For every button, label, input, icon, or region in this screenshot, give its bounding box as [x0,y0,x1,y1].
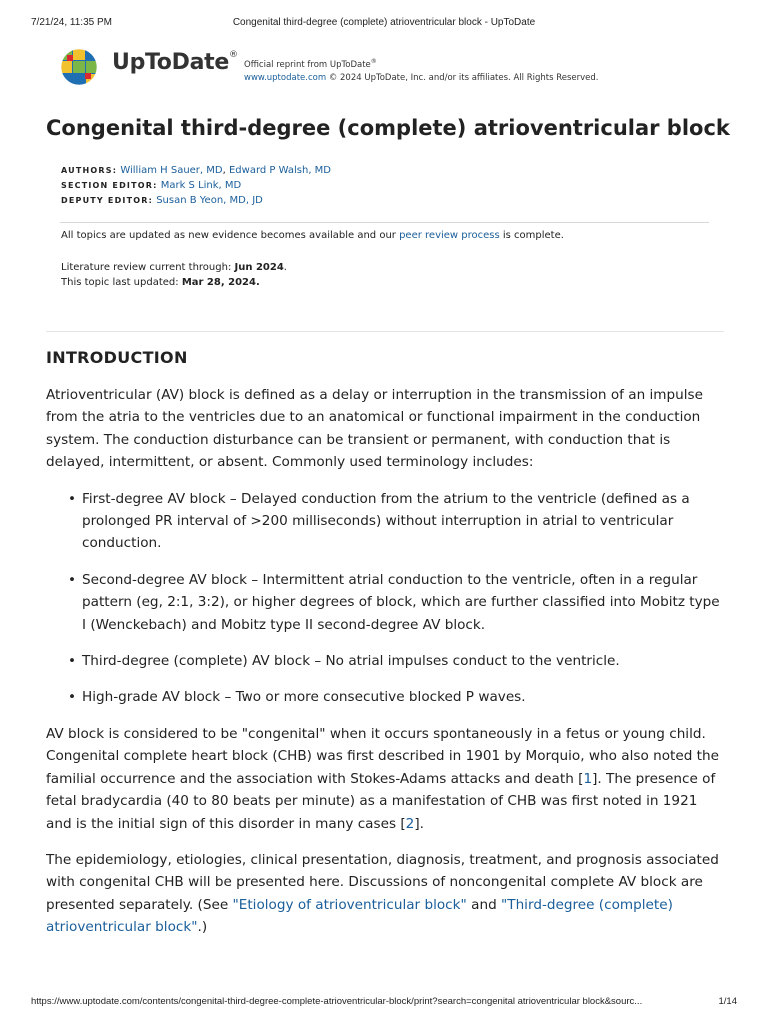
list-item: • First-degree AV block – Delayed conduction from the atrium to the ventricle (defined as a prolonged PR interval of >200 milliseconds) without interruption in atrial to ventricular conduction. [68,490,690,552]
intro-paragraph: Atrioventricular (AV) block is defined as a delay or interruption in the transmission of an impulse from the atria to the ventricles due to an anatomical or functional impairment in the conduction system. The conduction disturbance can be transient or permanent, with conduction that is delayed, intermittent, or absent. Commonly used terminology includes: [46,387,703,471]
deputy-editor-label: DEPUTY EDITOR: [61,196,153,205]
contributors-block: AUTHORS: William H Sauer, MD, Edward P Walsh, MD SECTION EDITOR: Mark S Link, MD DEPUTY EDITOR: Susan B Yeon, MD, JD [61,165,331,206]
page-number: 1/14 [718,996,737,1007]
update-notice: All topics are updated as new evidence becomes available and our peer review process is complete. [61,230,564,241]
authors-label: AUTHORS: [61,166,118,175]
review-dates: Literature review current through: Jun 2024. This topic last updated: Mar 28, 2024. [61,262,287,288]
section-heading-introduction: INTRODUCTION [46,348,188,367]
topic-link-etiology[interactable]: "Etiology of atrioventricular block" [232,896,467,913]
reprint-notice: Official reprint from UpToDate® www.uptodate.com © 2024 UpToDate, Inc. and/or its affiliates. All Rights Reserved. [244,58,599,83]
topic-link-third-degree-block[interactable]: "Third-degree (complete) atrioventricular block" [46,896,673,936]
list-item: • Second-degree AV block – Intermittent atrial conduction to the ventricle, often in a regular pattern (eg, 2:1, 3:2), or higher degrees of block, which are further classified into Mobitz type I (Wenckebach) and Mobitz type II second-degree AV block. [68,571,720,633]
section-editor-link[interactable]: Mark S Link, MD [160,180,242,191]
author-link-walsh[interactable]: Edward P Walsh, MD [228,165,331,176]
article-title: Congenital third-degree (complete) atrioventricular block [46,116,730,140]
reference-link-2[interactable]: 2 [405,815,415,832]
introduction-body [46,384,726,953]
list-item: • Third-degree (complete) AV block – No atrial impulses conduct to the ventricle. [68,653,620,670]
last-updated-date: Mar 28, 2024. [181,277,260,288]
print-doc-title: Congenital third-degree (complete) atrioventricular block - UpToDate [232,17,536,28]
peer-review-link[interactable]: peer review process [399,230,500,241]
uptodate-site-link[interactable]: www.uptodate.com [244,72,327,83]
divider [46,331,724,332]
brand-name: UpToDate® [112,49,238,75]
print-url: https://www.uptodate.com/contents/congenital-third-degree-complete-atrioventricular-block/print?search=congenital atrioventricular block&sourc... [31,996,643,1007]
print-header [0,15,768,29]
list-item: • High-grade AV block – Two or more consecutive blocked P waves. [68,689,526,706]
history-paragraph: AV block is considered to be "congenital" when it occurs spontaneously in a fetus or young child. Congenital complete heart block (CHB) was first described in 1901 by Morquio, who also noted the familial occurrence and the association with Stokes-Adams attacks and death [1]. The presence of fetal bradycardia (40 to 80 beats per minute) as a manifestation of CHB was first noted in 1921 and is the initial sign of this disorder in many cases [2]. [46,725,719,832]
print-footer [0,994,768,1008]
author-link-sauer[interactable]: William H Sauer, MD [120,165,223,176]
terminology-list [46,488,726,709]
deputy-editor-link[interactable]: Susan B Yeon, MD, JD [156,195,263,206]
divider [60,222,709,223]
literature-review-date: Jun 2024 [234,262,284,273]
section-editor-label: SECTION EDITOR: [61,181,158,190]
reference-link-1[interactable]: 1 [583,770,593,787]
print-date: 7/21/24, 11:35 PM [31,17,112,28]
uptodate-globe-icon [60,48,98,86]
scope-paragraph: The epidemiology, etiologies, clinical presentation, diagnosis, treatment, and prognosis associated with congenital CHB will be presented here. Discussions of noncongenital complete AV block are presented separately. (See "Etiology of atrioventricular block" and "Third-degree (complete) atrioventricular block".) [46,851,719,936]
